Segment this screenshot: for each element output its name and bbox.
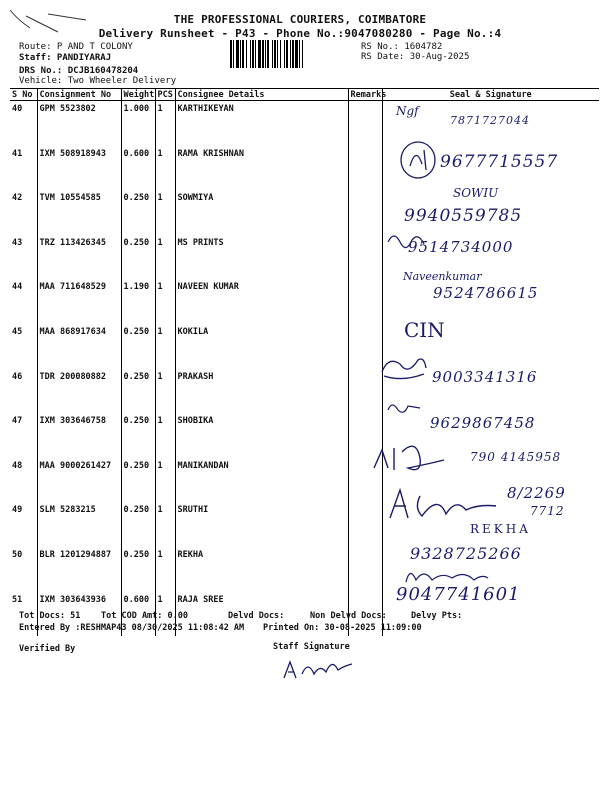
consignment-cell: IXM 508918943 <box>37 146 121 191</box>
col-pcs: PCS <box>155 89 175 101</box>
remarks-cell <box>348 146 382 191</box>
weight-cell: 0.600 <box>121 146 155 191</box>
remarks-cell <box>348 369 382 414</box>
weight-cell: 0.250 <box>121 502 155 547</box>
consignee-cell: PRAKASH <box>175 369 348 414</box>
signature-42-name: SOWIU <box>453 186 499 200</box>
consignment-cell: IXM 303643936 <box>37 592 121 637</box>
col-consignment: Consignment No <box>37 89 121 101</box>
consignment-cell: MAA 711648529 <box>37 279 121 324</box>
sno-cell: 46 <box>10 369 37 414</box>
consignee-cell: SOWMIYA <box>175 190 348 235</box>
signature-40-phone: 7871727044 <box>450 114 530 127</box>
staff-signature-scrawl <box>280 654 360 684</box>
sno-cell: 40 <box>10 101 37 146</box>
weight-cell: 0.250 <box>121 413 155 458</box>
runsheet-subtitle: Delivery Runsheet - P43 - Phone No.:9047080280 - Page No.:4 <box>98 27 502 40</box>
weight-cell: 0.250 <box>121 235 155 280</box>
consignment-cell: TVM 10554585 <box>37 190 121 235</box>
sno-cell: 42 <box>10 190 37 235</box>
signature-49-code: 8/2269 <box>507 484 566 502</box>
signature-49-extra: 7712 <box>530 504 565 518</box>
signature-44-name: Naveenkumar <box>403 270 482 283</box>
weight-cell: 0.600 <box>121 592 155 637</box>
signature-46-scrawl <box>378 352 430 384</box>
signature-43-phone: 9514734000 <box>408 238 514 256</box>
table-header-row <box>10 89 599 101</box>
pcs-cell: 1 <box>155 502 175 547</box>
signature-50-phone: 9328725266 <box>410 544 522 563</box>
col-seal-signature: Seal & Signature <box>382 89 599 101</box>
consignment-cell: IXM 303646758 <box>37 413 121 458</box>
sno-cell: 48 <box>10 458 37 503</box>
consignment-cell: BLR 1201294887 <box>37 547 121 592</box>
signature-41-scrawl <box>398 140 438 180</box>
remarks-cell <box>348 190 382 235</box>
signature-48-scrawl <box>368 438 468 480</box>
consignee-cell: RAJA SREE <box>175 592 348 637</box>
weight-cell: 1.000 <box>121 101 155 146</box>
consignee-cell: NAVEEN KUMAR <box>175 279 348 324</box>
consignee-cell: SHOBIKA <box>175 413 348 458</box>
sno-cell: 51 <box>10 592 37 637</box>
verified-by-label: Verified By <box>19 644 76 654</box>
signature-47-phone: 9629867458 <box>430 414 536 432</box>
consignee-cell: KARTHIKEYAN <box>175 101 348 146</box>
company-title: THE PROFESSIONAL COURIERS, COIMBATORE <box>173 13 427 26</box>
pcs-cell: 1 <box>155 101 175 146</box>
consignment-cell: SLM 5283215 <box>37 502 121 547</box>
barcode <box>230 40 356 68</box>
col-consignee: Consignee Details <box>175 89 348 101</box>
non-delivered-docs: Non Delvd Docs: <box>310 611 387 621</box>
delivered-docs: Delvd Docs: <box>228 611 285 621</box>
pcs-cell: 1 <box>155 547 175 592</box>
vehicle-label: Vehicle: Two Wheeler Delivery <box>19 76 177 86</box>
rs-date: RS Date: 30-Aug-2025 <box>361 52 470 62</box>
sno-cell: 44 <box>10 279 37 324</box>
staff-label: Staff: PANDIYARAJ <box>19 53 112 63</box>
pcs-cell: 1 <box>155 592 175 637</box>
weight-cell: 0.250 <box>121 190 155 235</box>
signature-46-phone: 9003341316 <box>432 368 538 386</box>
weight-cell: 1.190 <box>121 279 155 324</box>
remarks-cell <box>348 324 382 369</box>
drs-number: DRS No.: DCJB160478204 <box>19 66 139 76</box>
signature-41-phone: 9677715557 <box>440 152 559 172</box>
col-sno: S No <box>10 89 37 101</box>
signature-42-phone: 9940559785 <box>404 206 523 226</box>
remarks-cell <box>348 547 382 592</box>
delivery-points: Delvy Pts: <box>411 611 463 621</box>
rs-number: RS No.: 1604782 <box>361 42 443 52</box>
consignee-cell: SRUTHI <box>175 502 348 547</box>
signature-44-phone: 9524786615 <box>433 284 539 302</box>
signature-48-phone: 790 4145958 <box>470 450 562 464</box>
consignee-cell: KOKILA <box>175 324 348 369</box>
pcs-cell: 1 <box>155 324 175 369</box>
barcode-bar <box>303 40 304 68</box>
weight-cell: 0.250 <box>121 324 155 369</box>
col-remarks: Remarks <box>348 89 382 101</box>
consignment-cell: TDR 200080882 <box>37 369 121 414</box>
remarks-cell <box>348 279 382 324</box>
remarks-cell <box>348 502 382 547</box>
signature-47-scrawl <box>384 396 428 420</box>
signature-45-name: CIN <box>404 318 445 342</box>
sno-cell: 50 <box>10 547 37 592</box>
consignment-cell: TRZ 113426345 <box>37 235 121 280</box>
pcs-cell: 1 <box>155 458 175 503</box>
sno-cell: 41 <box>10 146 37 191</box>
pcs-cell: 1 <box>155 190 175 235</box>
pcs-cell: 1 <box>155 235 175 280</box>
sno-cell: 43 <box>10 235 37 280</box>
sno-cell: 47 <box>10 413 37 458</box>
sno-cell: 49 <box>10 502 37 547</box>
remarks-cell <box>348 101 382 146</box>
consignment-cell: MAA 868917634 <box>37 324 121 369</box>
signature-40-name: Ngf <box>396 104 419 118</box>
pcs-cell: 1 <box>155 369 175 414</box>
col-weight: Weight <box>121 89 155 101</box>
remarks-cell <box>348 235 382 280</box>
consignee-cell: RAMA KRISHNAN <box>175 146 348 191</box>
pcs-cell: 1 <box>155 146 175 191</box>
total-cod-amount: Tot COD Amt: 0.00 <box>101 611 188 621</box>
signature-51-phone: 9047741601 <box>396 584 521 605</box>
signature-49-scrawl <box>386 484 506 524</box>
weight-cell: 0.250 <box>121 458 155 503</box>
consignment-cell: MAA 9000261427 <box>37 458 121 503</box>
consignee-cell: REKHA <box>175 547 348 592</box>
pcs-cell: 1 <box>155 413 175 458</box>
table-row <box>10 324 599 369</box>
entered-by: Entered By :RESHMAP43 08/30/2025 11:08:42 AM <box>19 623 245 633</box>
pcs-cell: 1 <box>155 279 175 324</box>
total-docs: Tot Docs: 51 <box>19 611 81 621</box>
consignee-cell: MS PRINTS <box>175 235 348 280</box>
sno-cell: 45 <box>10 324 37 369</box>
staff-signature-label: Staff Signature <box>273 642 350 652</box>
printed-on: Printed On: 30-08-2025 11:09:00 <box>263 623 422 633</box>
signature-50-name: REKHA <box>470 522 531 536</box>
consignment-cell: GPM 5523802 <box>37 101 121 146</box>
consignee-cell: MANIKANDAN <box>175 458 348 503</box>
weight-cell: 0.250 <box>121 547 155 592</box>
route-label: Route: P AND T COLONY <box>19 42 133 52</box>
weight-cell: 0.250 <box>121 369 155 414</box>
